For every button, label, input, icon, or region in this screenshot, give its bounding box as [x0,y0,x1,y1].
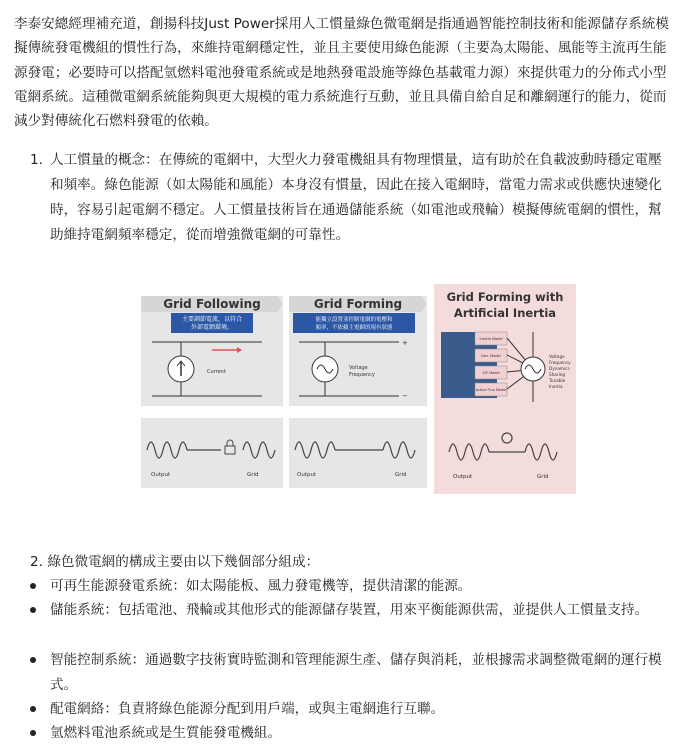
svg-text:+: + [402,339,408,347]
panel3-title-line2: Artificial Inertia [453,306,557,320]
frequency-label: Frequency [349,372,375,378]
panel3-output: Output [453,474,473,480]
bullet-text: 儲能系統：包括電池、飛輪或其他形式的能源儲存裝置，用來平衡能源供需，並提供人工慣量支持。 [50,602,649,618]
svg-text:Dev. Model: Dev. Model [481,354,501,358]
panel2-subtitle-1: 能獨立設置並控制電網的電壓和 [315,317,393,323]
bullet-dot [30,730,36,736]
panel2-grid: Grid [395,472,407,478]
bullet-dot [30,657,36,663]
svg-text:Inertia Model: Inertia Model [479,337,503,341]
svg-text:Active Flux Model: Active Flux Model [475,388,507,392]
list-text: 人工慣量的概念：在傳統的電網中，大型火力發電機組具有物理慣量，這有助於在負載波動時穩定電壓和頻率。綠色能源（如太陽能和風能）本身沒有慣量，因此在接入電網時，當電力需求或供應快速變化時，容易引起電網不穩定。人工慣量技術旨在通過儲能系統（如電池或飛輪）模擬傳統電網的慣性，幫助維持電網頻率穩定，從而增強微電網的可靠性。 [50,152,662,243]
bullet-dot [30,583,36,589]
panel1-subtitle-1: 主要調節電流，以符合 [181,316,243,323]
panel1-title: Grid Following [163,297,261,311]
svg-text:−: − [402,392,408,400]
svg-text:Voltage: Voltage [549,354,565,359]
panel2-output: Output [297,472,317,478]
grid-forming-figure [137,270,578,514]
bullet-dot [30,607,36,613]
panel2-title: Grid Forming [313,297,403,311]
bullet-text: 可再生能源發電系統：如太陽能板、風力發電機等，提供清潔的能源。 [50,578,472,594]
panel3-title-line1: Grid Forming with [446,290,564,304]
list-number: 2. [30,554,43,570]
svg-text:Dynamics: Dynamics [549,366,570,371]
bullet-dot [30,706,36,712]
list-number: 1. [30,152,43,168]
panel1-subtitle-2: 外部電網環境。 [190,324,234,331]
panel2-subtitle-2: 頻率，不依賴主電網的現有狀態 [315,325,393,331]
svg-text:Frequency: Frequency [549,360,571,365]
svg-text:Sharing: Sharing [549,372,566,377]
bullet-text: 配電網絡：負責將綠色能源分配到用戶端，或與主電網進行互聯。 [50,701,445,717]
panel3-grid: Grid [537,474,549,480]
svg-text:V/F Model: V/F Model [482,371,500,375]
list-text: 綠色微電網的構成主要由以下幾個部分組成： [47,554,320,570]
panel1-top-bg [141,296,283,406]
panel2-top-bg [289,296,427,406]
current-label: Current [207,369,226,375]
voltage-label: Voltage [349,365,368,371]
svg-text:Inertia: Inertia [549,384,563,389]
figure-illustration [137,270,578,514]
svg-text:Tunable: Tunable [549,378,566,383]
bullet-text: 氫燃料電池系統或是生質能發電機組。 [50,725,282,741]
intro-paragraph: 李泰安總經理補充道，創揚科技Just Power採用人工慣量綠色微電網是指通過智能控制技術和能源儲存系統模擬傳統發電機組的慣性行為，來維持電網穩定性，並且主要使用綠色能源（主要為太陽能、風能等主流再生能源發電；必要時可以搭配氫燃料電池發電系統或是地熱發電設施等綠色基載電力源）來提供電力的分佈式小型電網系統。這種微電網系統能夠與更大規模的電力系統進行互動，並且具備自給自足和離網運行的能力，從而減少對傳統化石燃料發電的依賴。 [14,16,669,130]
list-item-2 [30,551,319,573]
bullet-text: 智能控制系統：通過數字技術實時監測和管理能源生產、儲存與消耗，並根據需求調整微電網的運行模式。 [50,652,662,693]
panel1-output: Output [151,472,171,478]
panel1-grid: Grid [247,472,259,478]
